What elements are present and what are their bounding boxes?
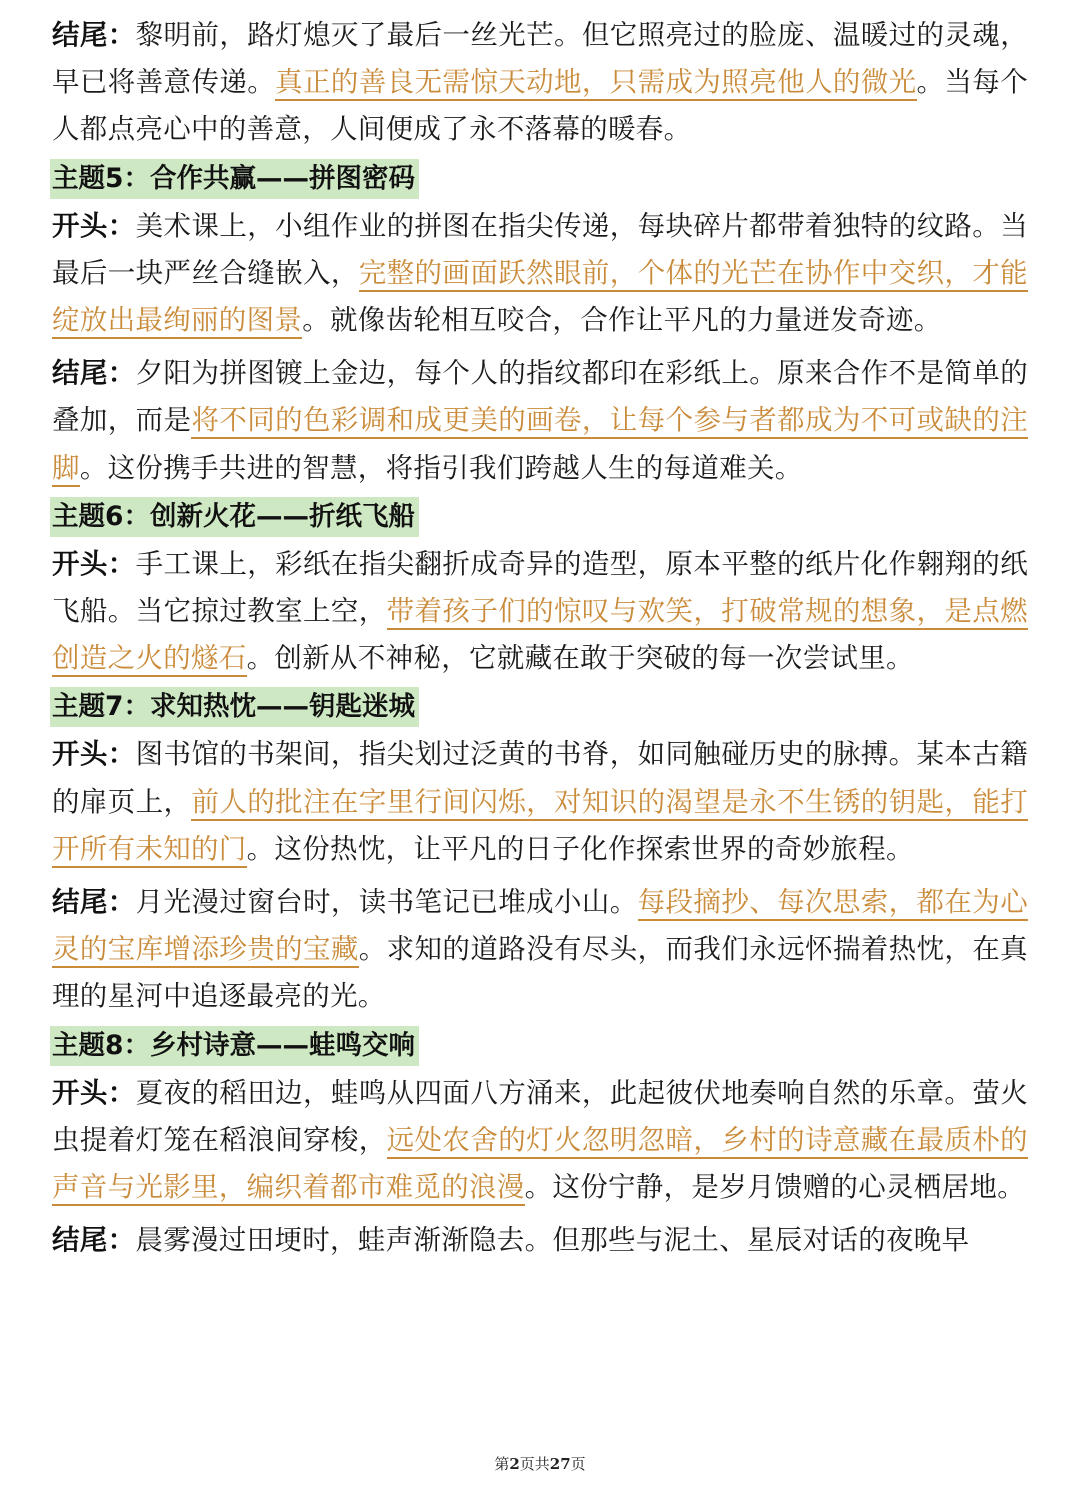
section-heading-row — [52, 682, 1028, 731]
paragraph — [52, 203, 1028, 345]
footer-total-pages: 27 — [549, 1455, 571, 1473]
body-text: 。这份宁静，是岁月馈赠的心灵栖居地。 — [524, 1171, 1026, 1204]
body-text: 图书馆的书架间，指尖划过泛黄的书脊，如同触碰历史的脉搏。某本古籍的扉页上， — [52, 738, 1028, 818]
paragraph-label: 开头： — [52, 738, 136, 771]
highlighted-sentence: 完整的画面跃然眼前，个体的光芒在协作中交织，才能绽放出最绚丽的图景 — [52, 257, 1028, 339]
paragraph — [52, 350, 1028, 492]
highlighted-sentence: 每段摘抄、每次思索，都在为心灵的宝库增添珍贵的宝藏 — [52, 886, 1028, 968]
section-heading: 主题6：创新火花——折纸飞船 — [50, 497, 419, 537]
paragraph — [52, 1217, 1028, 1264]
paragraph — [52, 541, 1028, 683]
footer-page-number: 2 — [509, 1455, 520, 1473]
paragraph — [52, 731, 1028, 873]
highlighted-sentence: 带着孩子们的惊叹与欢笑，打破常规的想象，是点燃创造之火的燧石 — [52, 595, 1028, 677]
body-text: 夏夜的稻田边，蛙鸣从四面八方涌来，此起彼伏地奏响自然的乐章。萤火虫提着灯笼在稻浪间穿梭， — [52, 1076, 1028, 1156]
paragraph — [52, 879, 1028, 1021]
highlighted-sentence: 将不同的色彩调和成更美的画卷，让每个参与者都成为不可或缺的注脚 — [52, 404, 1028, 486]
highlighted-sentence: 前人的批注在字里行间闪烁，对知识的渴望是永不生锈的钥匙，能打开所有未知的门 — [52, 786, 1028, 868]
paragraph-label: 开头： — [52, 209, 136, 242]
section-heading: 主题8：乡村诗意——蛙鸣交响 — [50, 1026, 419, 1066]
highlighted-sentence: 真正的善良无需惊天动地，只需成为照亮他人的微光 — [275, 66, 916, 101]
section-heading-row — [52, 154, 1028, 203]
footer-suffix: 页 — [570, 1455, 586, 1473]
paragraph — [52, 12, 1028, 154]
paragraph-label: 开头： — [52, 1076, 136, 1109]
body-text: 。就像齿轮相互咬合，合作让平凡的力量迸发奇迹。 — [302, 304, 942, 337]
paragraph-label: 结尾： — [52, 19, 136, 51]
footer-middle: 页共 — [519, 1455, 550, 1473]
body-text: 。当每个人都点亮心中的善意，人间便成了永不落幕的暖春。 — [52, 66, 1028, 146]
body-text: 月光漫过窗台时，读书笔记已堆成小山。 — [135, 886, 638, 919]
paragraph-label: 结尾： — [52, 357, 136, 390]
section-heading-row — [52, 1021, 1028, 1070]
body-text: 美术课上，小组作业的拼图在指尖传递，每块碎片都带着独特的纹路。当最后一块严丝合缝嵌入， — [52, 209, 1028, 289]
paragraph — [52, 1070, 1028, 1212]
paragraph-label: 开头： — [52, 547, 136, 580]
body-text: 黎明前，路灯熄灭了最后一丝光芒。但它照亮过的脸庞、温暖过的灵魂，早已将善意传递。 — [52, 19, 1028, 99]
page-footer — [0, 1453, 1080, 1474]
document-content — [52, 12, 1028, 1264]
body-text: 夕阳为拼图镀上金边，每个人的指纹都印在彩纸上。原来合作不是简单的叠加，而是 — [52, 357, 1028, 437]
body-text: 晨雾漫过田埂时，蛙声渐渐隐去。但那些与泥土、星辰对话的夜晚早 — [135, 1224, 970, 1257]
section-heading: 主题5：合作共赢——拼图密码 — [50, 159, 419, 199]
body-text: 。求知的道路没有尽头，而我们永远怀揣着热忱，在真理的星河中追逐最亮的光。 — [52, 933, 1028, 1013]
section-heading-row — [52, 492, 1028, 541]
paragraph-label: 结尾： — [52, 1224, 136, 1257]
body-text: 。创新从不神秘，它就藏在敢于突破的每一次尝试里。 — [246, 642, 914, 675]
paragraph-label: 结尾： — [52, 886, 136, 919]
body-text: 。这份携手共进的智慧，将指引我们跨越人生的每道难关。 — [79, 451, 803, 484]
body-text: 。这份热忱，让平凡的日子化作探索世界的奇妙旅程。 — [246, 832, 914, 865]
highlighted-sentence: 远处农舍的灯火忽明忽暗，乡村的诗意藏在最质朴的声音与光影里，编织着都市难觅的浪漫 — [52, 1124, 1028, 1206]
body-text: 手工课上，彩纸在指尖翻折成奇异的造型，原本平整的纸片化作翱翔的纸飞船。当它掠过教室上空， — [52, 547, 1028, 628]
footer-prefix: 第 — [494, 1455, 510, 1473]
section-heading: 主题7：求知热忱——钥匙迷城 — [50, 687, 419, 727]
